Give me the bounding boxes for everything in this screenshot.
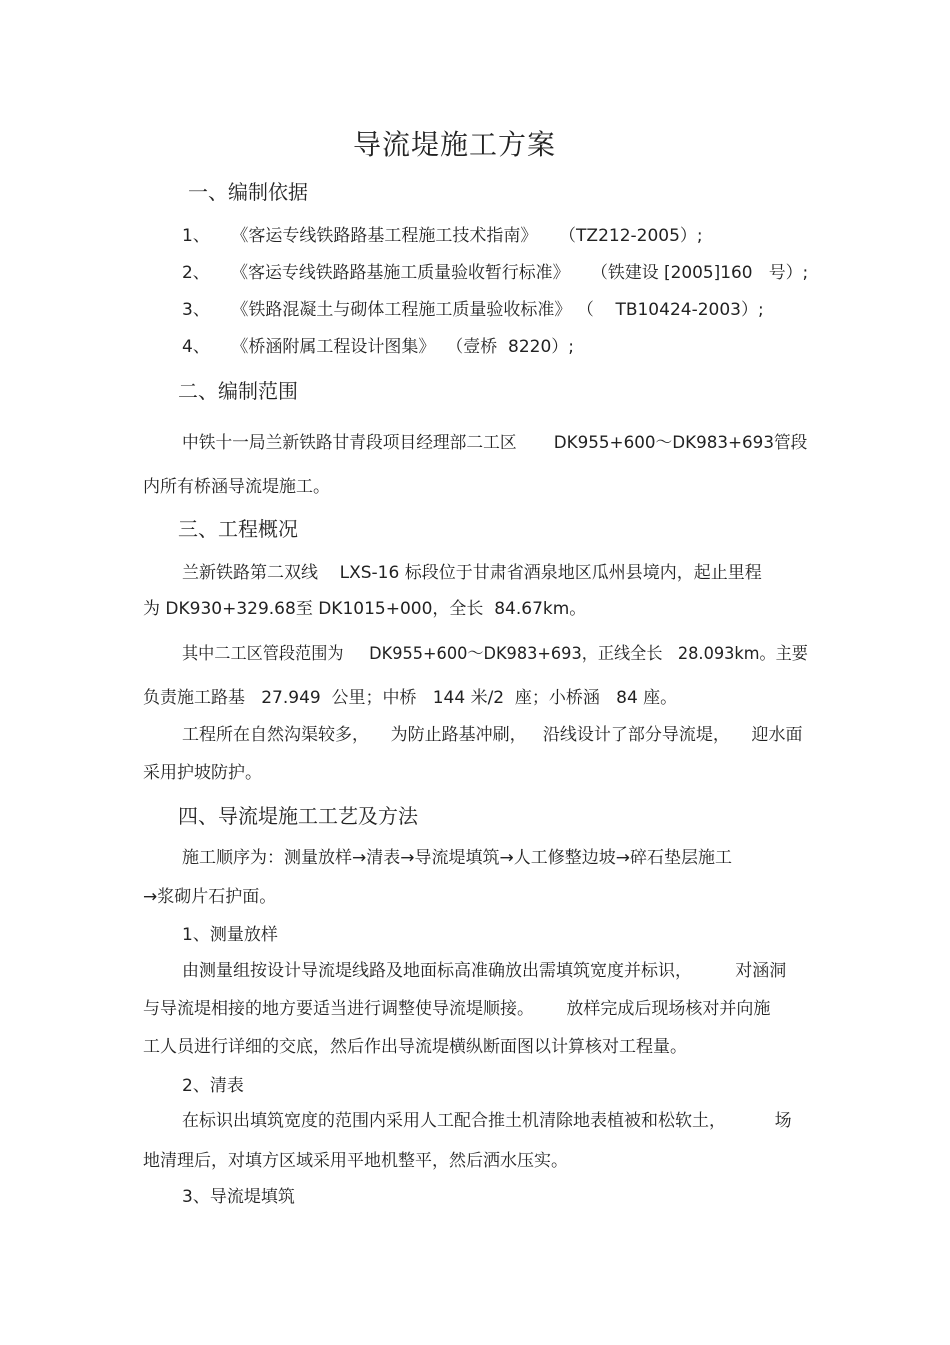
paragraph-line: 由测量组按设计导流堤线路及地面标高准确放出需填筑宽度并标识， 对涵洞: [182, 961, 787, 981]
paragraph-line: 工程所在自然沟渠较多， 为防止路基冲刷， 沿线设计了部分导流堤， 迎水面: [182, 725, 803, 745]
paragraph-line: 地清理后，对填方区域采用平地机整平，然后洒水压实。: [143, 1151, 568, 1171]
paragraph-line: →浆砌片石护面。: [143, 887, 277, 907]
basis-item: 2、 《客运专线铁路路基施工质量验收暂行标准》 （铁建设 [2005]160 号）;: [182, 263, 809, 283]
paragraph-line: 为 DK930+329.68至 DK1015+000，全长 84.67km。: [143, 599, 587, 619]
paragraph-line: 其中二工区管段范围为 DK955+600～DK983+693，正线全长 28.093km。主要: [182, 644, 808, 664]
basis-item: 4、 《桥涵附属工程设计图集》 （壹桥 8220）;: [182, 337, 575, 357]
paragraph-line: 在标识出填筑宽度的范围内采用人工配合推土机清除地表植被和松软土， 场: [182, 1111, 792, 1131]
basis-item: 3、 《铁路混凝土与砌体工程施工质量验收标准》 （ TB10424-2003）;: [182, 300, 764, 320]
paragraph-line: 负责施工路基 27.949 公里；中桥 144 米/2 座；小桥涵 84 座。: [143, 688, 678, 708]
section-heading-scope: 二、编制范围: [178, 379, 298, 403]
page-title: 导流堤施工方案: [353, 128, 557, 161]
paragraph-line: 施工顺序为：测量放样→清表→导流堤填筑→人工修整边坡→碎石垫层施工: [182, 848, 732, 868]
section-heading-method: 四、导流堤施工工艺及方法: [178, 804, 418, 828]
subsection-heading: 3、导流堤填筑: [182, 1187, 295, 1207]
paragraph-line: 中铁十一局兰新铁路甘青段项目经理部二工区 DK955+600～DK983+693管段: [182, 433, 808, 453]
paragraph-line: 与导流堤相接的地方要适当进行调整使导流堤顺接。 放样完成后现场核对并向施: [143, 999, 771, 1019]
section-heading-basis: 一、编制依据: [188, 180, 308, 204]
paragraph-line: 内所有桥涵导流堤施工。: [143, 477, 330, 497]
subsection-heading: 2、清表: [182, 1076, 244, 1096]
subsection-heading: 1、测量放样: [182, 925, 278, 945]
paragraph-line: 采用护坡防护。: [143, 763, 262, 783]
paragraph-line: 工人员进行详细的交底，然后作出导流堤横纵断面图以计算核对工程量。: [143, 1037, 687, 1057]
paragraph-line: 兰新铁路第二双线 LXS-16 标段位于甘肃省酒泉地区瓜州县境内，起止里程: [182, 563, 762, 583]
section-heading-overview: 三、工程概况: [178, 517, 298, 541]
basis-item: 1、 《客运专线铁路路基工程施工技术指南》 （TZ212-2005）;: [182, 226, 703, 246]
